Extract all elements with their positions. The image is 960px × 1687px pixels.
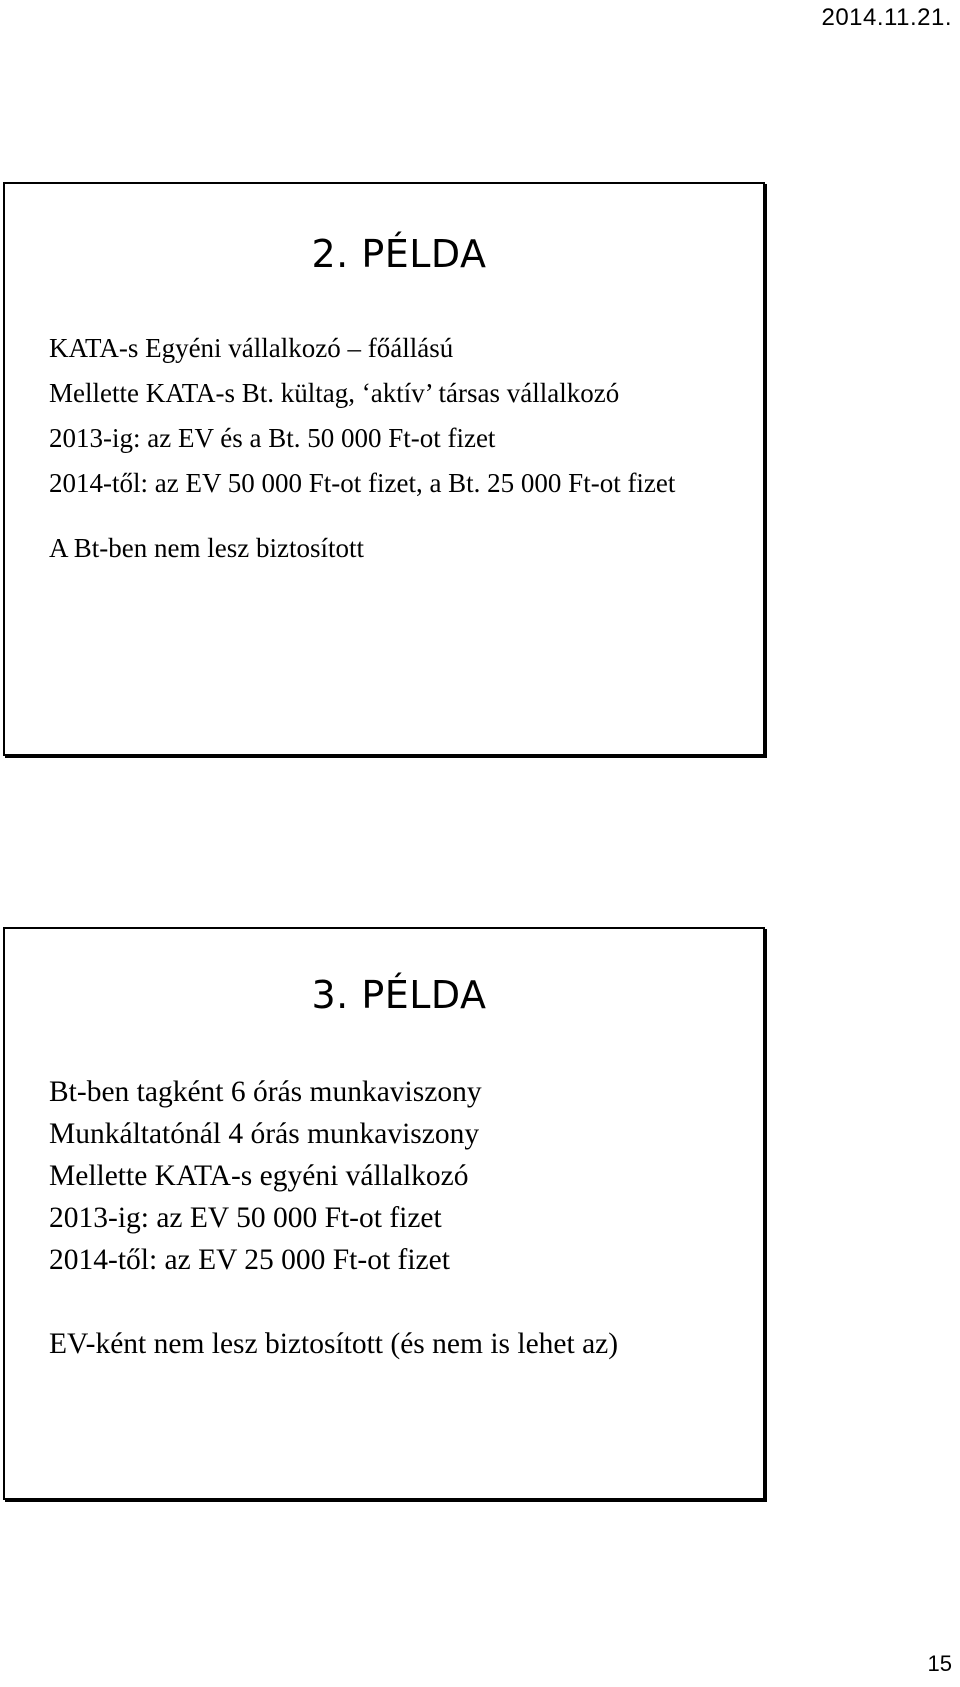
slide-line: 2013-ig: az EV és a Bt. 50 000 Ft-ot fizet — [49, 423, 496, 453]
slide-line: Mellette KATA-s Bt. kültag, ‘aktív’ társas vállalkozó — [49, 378, 620, 408]
page-date: 2014.11.21. — [821, 4, 952, 31]
slide-body — [49, 332, 733, 577]
page-number: 15 — [927, 1651, 952, 1676]
slide-line: KATA-s Egyéni vállalkozó – főállású — [49, 333, 454, 363]
slide-line: 2014-től: az EV 50 000 Ft-ot fizet, a Bt. 25 000 Ft-ot fizet — [49, 468, 676, 498]
slide-body — [49, 1071, 733, 1365]
slide-line: 2013-ig: az EV 50 000 Ft-ot fizet — [49, 1202, 442, 1234]
slide-line: Munkáltatónál 4 órás munkaviszony — [49, 1118, 480, 1150]
slide-line: Bt-ben tagként 6 órás munkaviszony — [49, 1076, 482, 1108]
slide-line: 2014-től: az EV 25 000 Ft-ot fizet — [49, 1244, 450, 1276]
slide-line: A Bt-ben nem lesz biztosított — [49, 533, 364, 563]
slide-title: 2. PÉLDA — [311, 232, 487, 276]
slide-title: 3. PÉLDA — [311, 973, 487, 1017]
slide-line: EV-ként nem lesz biztosított (és nem is lehet az) — [49, 1328, 619, 1360]
slide-example-3 — [3, 927, 765, 1500]
slide-example-2 — [3, 182, 765, 756]
slide-line: Mellette KATA-s egyéni vállalkozó — [49, 1160, 469, 1192]
